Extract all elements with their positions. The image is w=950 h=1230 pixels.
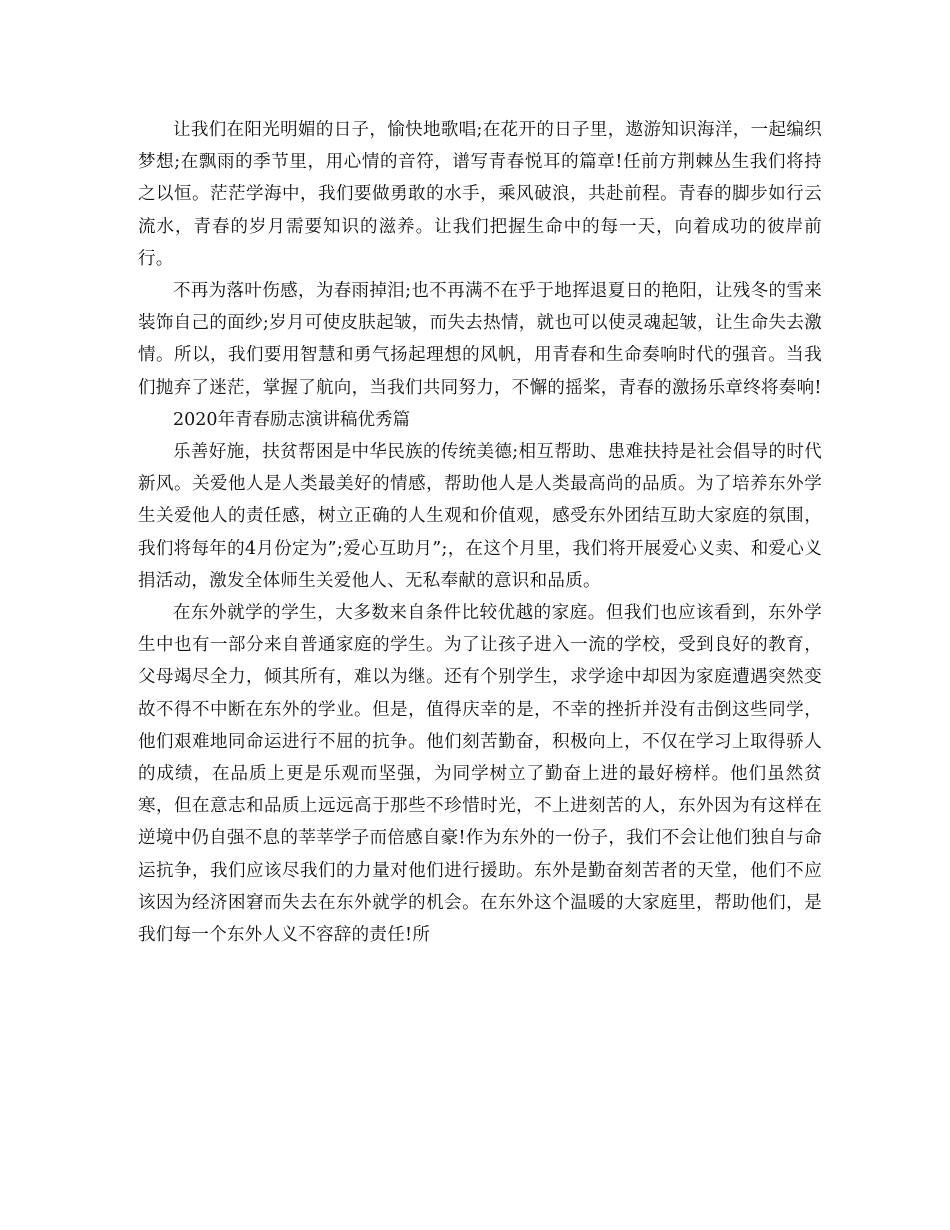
paragraph-youth-song: 让我们在阳光明媚的日子，愉快地歌唱;在花开的日子里，遨游知识海洋，一起编织梦想;在飘雨的季节里，用心情的音符，谱写青春悦耳的篇章!任前方荆棘丛生我们将持之以恒。茫茫学海中，我们要做勇敢的水手，乘风破浪，共赴前程。青春的脚步如行云流水，青春的岁月需要知识的滋养。让我们把握生命中的每一天，向着成功的彼岸前行。 [138,120,822,269]
paragraph-charity: 乐善好施，扶贫帮困是中华民族的传统美德;相互帮助、患难扶持是社会倡导的时代新风。关爱他人是人类最美好的情感，帮助他人是人类最高尚的品质。为了培养东外学生关爱他人的责任感，树立正确的人生观和价值观，感受东外团结互助大家庭的氛围，我们将每年的4月份定为”;爱心互助月”;，在这个月里，我们将开展爱心义卖、和爱心义捐活动，激发全体师生关爱他人、无私奉献的意识和品质。 [138,442,822,591]
section-title: 2020年青春励志演讲稿优秀篇 [173,409,411,430]
paragraph-students: 在东外就学的学生，大多数来自条件比较优越的家庭。但我们也应该看到，东外学生中也有一部分来自普通家庭的学生。为了让孩子进入一流的学校，受到良好的教育，父母竭尽全力，倾其所有，难以为继。还有个别学生，求学途中却因为家庭遭遇突然变故不得不中断在东外的学业。但是，值得庆幸的是，不幸的挫折并没有击倒这些同学，他们艰难地同命运进行不屈的抗争。他们刻苦勤奋，积极向上，不仅在学习上取得骄人的成绩，在品质上更是乐观而坚强，为同学树立了勤奋上进的最好榜样。他们虽然贫寒，但在意志和品质上远远高于那些不珍惜时光，不上进刻苦的人，东外因为有这样在逆境中仍自强不息的莘莘学子而倍感自豪!作为东外的一份子，我们不会让他们独自与命运抗争，我们应该尽我们的力量对他们进行援助。东外是勤奋刻苦者的天堂，他们不应该因为经济困窘而失去在东外就学的机会。在东外这个温暖的大家庭里，帮助他们，是我们每一个东外人义不容辞的责任!所 [138,603,822,946]
document-page [138,114,822,951]
paragraph-youth-passion: 不再为落叶伤感，为春雨掉泪;也不再满不在乎于地挥退夏日的艳阳，让残冬的雪来装饰自己的面纱;岁月可使皮肤起皱，而失去热情，就也可以使灵魂起皱，让生命失去激情。所以，我们要用智慧和勇气扬起理想的风帆，用青春和生命奏响时代的强音。当我们抛弃了迷茫，掌握了航向，当我们共同努力，不懈的摇桨，青春的激扬乐章终将奏响! [138,281,822,398]
